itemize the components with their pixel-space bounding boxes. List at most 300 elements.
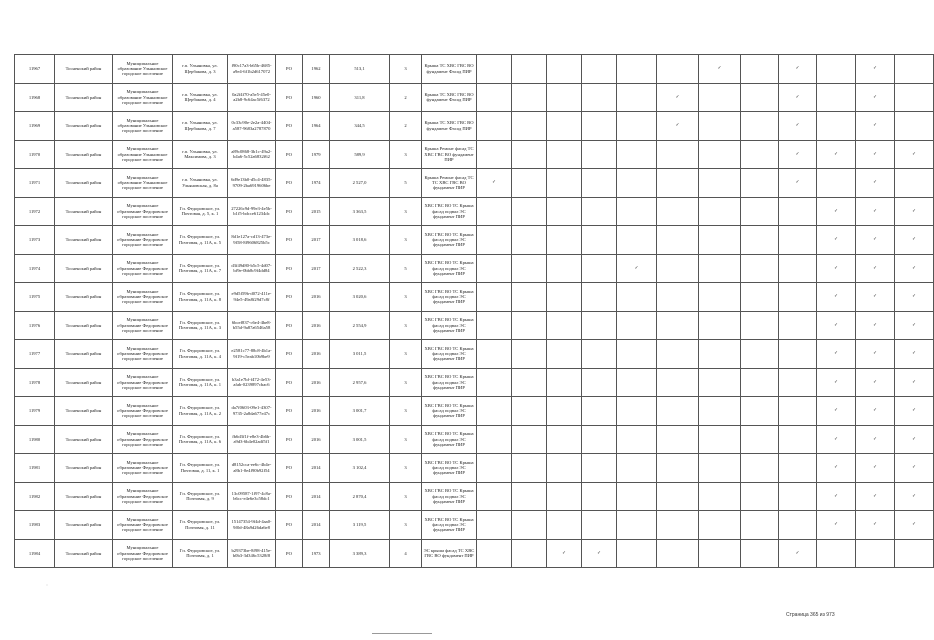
- check-mark-icon: ✓: [492, 180, 496, 186]
- check-cell: [547, 254, 582, 283]
- check-cell: [895, 454, 934, 483]
- address-cell: Гп. Федоровское, ул. Почтовая, д. 9: [173, 482, 228, 511]
- check-mark-icon: ✓: [912, 408, 916, 414]
- type-cell: РО: [276, 112, 303, 141]
- check-mark-icon: ✓: [873, 237, 877, 243]
- check-cell: [477, 482, 512, 511]
- check-cell: [699, 254, 741, 283]
- table-row: [15, 83, 934, 112]
- check-cell: [699, 539, 741, 568]
- floors-cell: 3: [390, 140, 422, 169]
- year-cell: 2014: [303, 482, 330, 511]
- floors-cell: 3: [390, 340, 422, 369]
- check-cell: [699, 83, 741, 112]
- address-cell: Гп. Федоровское, ул. Почтовая, д. 1: [173, 539, 228, 568]
- address-cell: Гп. Федоровское, ул. Почтовая, д. 11А, к. 7: [173, 254, 228, 283]
- check-cell: [699, 397, 741, 426]
- check-mark-icon: ✓: [834, 322, 838, 328]
- area-cell: 3 001,5: [330, 425, 390, 454]
- table-row: [15, 482, 934, 511]
- floors-cell: 3: [390, 226, 422, 255]
- guid-cell: e9d5f59b-d072-411e-94e5-49a8f29d7c8f: [228, 283, 276, 312]
- district-cell: Тосненский район: [55, 368, 113, 397]
- year-cell: 2014: [303, 511, 330, 540]
- check-cell: [856, 112, 895, 141]
- check-cell: [547, 83, 582, 112]
- check-cell: [512, 425, 547, 454]
- check-cell: [477, 197, 512, 226]
- row-number: 11981: [15, 454, 55, 483]
- check-cell: [817, 140, 856, 169]
- check-mark-icon: ✓: [912, 151, 916, 157]
- row-number: 11969: [15, 112, 55, 141]
- check-cell: [657, 539, 699, 568]
- table-row: [15, 140, 934, 169]
- row-number: 11974: [15, 254, 55, 283]
- check-cell: [512, 511, 547, 540]
- municipality-cell: Муниципальное образование Ульяновское городское поселение: [113, 169, 173, 198]
- check-mark-icon: ✓: [795, 550, 800, 556]
- address-cell: г.п. Ульяновка, ул. Щербакова, д. 3: [173, 55, 228, 84]
- check-cell: [699, 340, 741, 369]
- area-cell: 2 957,6: [330, 368, 390, 397]
- year-cell: 1962: [303, 55, 330, 84]
- check-cell: [699, 283, 741, 312]
- address-cell: Гп. Федоровское, ул. Почтовая, д. 11А, к. 4: [173, 340, 228, 369]
- check-cell: [657, 397, 699, 426]
- floors-cell: 5: [390, 169, 422, 198]
- municipality-cell: Муниципальное образование Ульяновское городское поселение: [113, 83, 173, 112]
- municipality-cell: Муниципальное образование Федоровское городское поселение: [113, 340, 173, 369]
- table-row: [15, 55, 934, 84]
- year-cell: 2016: [303, 283, 330, 312]
- check-cell: [657, 112, 699, 141]
- check-mark-icon: ✓: [834, 351, 838, 357]
- check-cell: [856, 254, 895, 283]
- municipality-cell: Муниципальное образование Федоровское городское поселение: [113, 454, 173, 483]
- guid-cell: b29373be-8f98-415e-b0b3-3d346c5328f8: [228, 539, 276, 568]
- table-row: [15, 340, 934, 369]
- check-mark-icon: ✓: [873, 351, 877, 357]
- works-cell: ЭС крыша фасад ТС ХВС ГВС ВО фундамент ПИР: [422, 539, 477, 568]
- check-cell: [582, 283, 617, 312]
- check-mark-icon: ✓: [912, 322, 916, 328]
- year-cell: 1973: [303, 539, 330, 568]
- check-cell: [779, 140, 817, 169]
- check-cell: [817, 226, 856, 255]
- works-cell: ХВС ГВС ВО ТС Крыша фасад подвал ЭС фундамент ПИР: [422, 226, 477, 255]
- check-cell: [817, 311, 856, 340]
- check-mark-icon: ✓: [795, 94, 800, 100]
- check-cell: [547, 397, 582, 426]
- guid-cell: da7f0603-09e1-4307-9735-2a8da677e47c: [228, 397, 276, 426]
- check-cell: [779, 55, 817, 84]
- floors-cell: 2: [390, 83, 422, 112]
- check-cell: [895, 140, 934, 169]
- check-mark-icon: ✓: [873, 322, 877, 328]
- check-cell: [817, 368, 856, 397]
- check-cell: [895, 511, 934, 540]
- check-cell: [512, 340, 547, 369]
- check-cell: [779, 539, 817, 568]
- type-cell: РО: [276, 55, 303, 84]
- check-cell: [741, 368, 779, 397]
- floors-cell: 3: [390, 425, 422, 454]
- row-number: 11980: [15, 425, 55, 454]
- floors-cell: 3: [390, 511, 422, 540]
- check-cell: [895, 397, 934, 426]
- table-row: [15, 311, 934, 340]
- address-cell: г.п. Ульяновка, ул. Щербакова, д. 7: [173, 112, 228, 141]
- check-cell: [817, 112, 856, 141]
- check-cell: [856, 169, 895, 198]
- check-mark-icon: ✓: [873, 94, 877, 100]
- check-cell: [895, 112, 934, 141]
- check-cell: [699, 112, 741, 141]
- check-cell: [741, 169, 779, 198]
- area-cell: 3 102,4: [330, 454, 390, 483]
- check-mark-icon: ✓: [873, 493, 877, 499]
- housing-register-table: [14, 54, 934, 568]
- check-mark-icon: ✓: [873, 465, 877, 471]
- check-cell: [477, 283, 512, 312]
- check-cell: [582, 55, 617, 84]
- area-cell: 3 001,7: [330, 397, 390, 426]
- check-cell: [617, 112, 657, 141]
- check-cell: [817, 254, 856, 283]
- works-cell: Крыша Ремонт фасад ТС ТС ХВС ГВС ВО фундамент ПИР: [422, 169, 477, 198]
- check-cell: [547, 197, 582, 226]
- type-cell: РО: [276, 254, 303, 283]
- guid-cell: 6d9e13b0-d5c4-4835-9709-2ba6919606be: [228, 169, 276, 198]
- check-cell: [856, 197, 895, 226]
- type-cell: РО: [276, 140, 303, 169]
- check-cell: [617, 511, 657, 540]
- check-cell: [477, 311, 512, 340]
- type-cell: РО: [276, 368, 303, 397]
- works-cell: ХВС ГВС ВО ТС Крыша фасад подвал ЭС фундамент ПИР: [422, 425, 477, 454]
- check-mark-icon: ✓: [912, 522, 916, 528]
- register-sheet: [14, 54, 916, 568]
- check-cell: [856, 482, 895, 511]
- district-cell: Тосненский район: [55, 197, 113, 226]
- municipality-cell: Муниципальное образование Ульяновское городское поселение: [113, 140, 173, 169]
- check-cell: [657, 368, 699, 397]
- check-cell: [895, 482, 934, 511]
- check-mark-icon: ✓: [834, 237, 838, 243]
- area-cell: 3 363,5: [330, 197, 390, 226]
- check-cell: [741, 511, 779, 540]
- check-cell: [741, 197, 779, 226]
- check-cell: [856, 454, 895, 483]
- check-mark-icon: ✓: [717, 66, 722, 72]
- check-cell: [512, 397, 547, 426]
- district-cell: Тосненский район: [55, 454, 113, 483]
- district-cell: Тосненский район: [55, 55, 113, 84]
- check-cell: [512, 311, 547, 340]
- check-mark-icon: ✓: [873, 408, 877, 414]
- check-cell: [547, 112, 582, 141]
- check-cell: [741, 226, 779, 255]
- works-cell: ХВС ГВС ВО ТС Крыша фасад подвал ЭС фундамент ПИР: [422, 340, 477, 369]
- check-cell: [779, 425, 817, 454]
- district-cell: Тосненский район: [55, 311, 113, 340]
- area-cell: 344,5: [330, 112, 390, 141]
- check-mark-icon: ✓: [873, 123, 877, 129]
- check-cell: [856, 55, 895, 84]
- check-mark-icon: ✓: [834, 379, 838, 385]
- check-cell: [512, 55, 547, 84]
- guid-cell: 0a2f4f70-a5e5-45e0-a2b8-9c64ac5f6372: [228, 83, 276, 112]
- check-cell: [779, 511, 817, 540]
- table-row: [15, 254, 934, 283]
- check-cell: [741, 140, 779, 169]
- check-cell: [477, 454, 512, 483]
- municipality-cell: Муниципальное образование Федоровское городское поселение: [113, 311, 173, 340]
- check-cell: [817, 197, 856, 226]
- year-cell: 2017: [303, 226, 330, 255]
- table-row: [15, 283, 934, 312]
- check-cell: [657, 140, 699, 169]
- check-cell: [817, 83, 856, 112]
- check-cell: [547, 425, 582, 454]
- check-mark-icon: ✓: [795, 180, 800, 186]
- works-cell: Крыша ТС ХВС ГВС ВО фундамент Фасад ПИР: [422, 83, 477, 112]
- check-mark-icon: ✓: [873, 379, 877, 385]
- check-cell: [547, 482, 582, 511]
- check-mark-icon: ✓: [912, 351, 916, 357]
- row-number: 11972: [15, 197, 55, 226]
- works-cell: Крыша ТС ХВС ГВС ВО фундамент Фасад ПИР: [422, 112, 477, 141]
- address-cell: г.п. Ульяновка, ул. Максимова, д. 3: [173, 140, 228, 169]
- type-cell: РО: [276, 340, 303, 369]
- type-cell: РО: [276, 539, 303, 568]
- address-cell: Гп. Федоровское, ул. Почтовая, д. 11А, к. 3: [173, 311, 228, 340]
- check-mark-icon: ✓: [834, 493, 838, 499]
- area-cell: 3 018,6: [330, 226, 390, 255]
- works-cell: ХВС ГВС ВО ТС Крыша фасад подвал ЭС фундамент ПИР: [422, 397, 477, 426]
- area-cell: 3 119,5: [330, 511, 390, 540]
- municipality-cell: Муниципальное образование Федоровское городское поселение: [113, 197, 173, 226]
- municipality-cell: Муниципальное образование Федоровское городское поселение: [113, 425, 173, 454]
- check-cell: [895, 368, 934, 397]
- works-cell: ХВС ГВС ВО ТС Крыша фасад подвал ЭС фундамент ПИР: [422, 482, 477, 511]
- type-cell: РО: [276, 425, 303, 454]
- check-cell: [657, 511, 699, 540]
- check-cell: [817, 55, 856, 84]
- table-row: [15, 511, 934, 540]
- check-mark-icon: ✓: [795, 66, 800, 72]
- check-cell: [512, 197, 547, 226]
- check-cell: [856, 425, 895, 454]
- address-cell: Гп. Федоровское, ул. Почтовая, д. 11А, к. 1: [173, 368, 228, 397]
- check-cell: [699, 140, 741, 169]
- check-mark-icon: ✓: [834, 408, 838, 414]
- check-mark-icon: ✓: [873, 436, 877, 442]
- year-cell: 1960: [303, 83, 330, 112]
- check-cell: [512, 368, 547, 397]
- check-cell: [512, 482, 547, 511]
- district-cell: Тосненский район: [55, 425, 113, 454]
- check-cell: [895, 83, 934, 112]
- check-cell: [477, 169, 512, 198]
- year-cell: 2016: [303, 425, 330, 454]
- check-cell: [779, 254, 817, 283]
- check-cell: [856, 83, 895, 112]
- check-cell: [856, 283, 895, 312]
- check-mark-icon: ✓: [675, 123, 680, 129]
- area-cell: 513,1: [330, 55, 390, 84]
- year-cell: 1974: [303, 169, 330, 198]
- municipality-cell: Муниципальное образование Федоровское городское поселение: [113, 511, 173, 540]
- check-cell: [779, 169, 817, 198]
- check-cell: [817, 169, 856, 198]
- check-cell: [741, 482, 779, 511]
- check-cell: [779, 397, 817, 426]
- guid-cell: d3f49d80-b5c5-4d07-bf9e-0bb8c9f4dd84: [228, 254, 276, 283]
- row-number: 11971: [15, 169, 55, 198]
- check-cell: [741, 311, 779, 340]
- check-cell: [741, 539, 779, 568]
- row-number: 11982: [15, 482, 55, 511]
- district-cell: Тосненский район: [55, 283, 113, 312]
- check-cell: [547, 283, 582, 312]
- guid-cell: fb6d3f1f-e8e3-4b6b-a9d3-6b4e02adf5f1: [228, 425, 276, 454]
- check-cell: [582, 140, 617, 169]
- check-cell: [817, 511, 856, 540]
- register-body: [15, 55, 934, 568]
- floors-cell: 3: [390, 397, 422, 426]
- check-cell: [477, 511, 512, 540]
- check-mark-icon: ✓: [873, 294, 877, 300]
- check-cell: [617, 368, 657, 397]
- row-number: 11977: [15, 340, 55, 369]
- check-cell: [512, 283, 547, 312]
- check-cell: [547, 169, 582, 198]
- floors-cell: 5: [390, 254, 422, 283]
- check-cell: [617, 169, 657, 198]
- table-row: [15, 197, 934, 226]
- check-cell: [617, 226, 657, 255]
- check-cell: [617, 254, 657, 283]
- check-cell: [582, 425, 617, 454]
- check-mark-icon: ✓: [675, 94, 680, 100]
- district-cell: Тосненский район: [55, 112, 113, 141]
- bottom-rule: [372, 633, 432, 634]
- table-row: [15, 539, 934, 568]
- check-cell: [741, 340, 779, 369]
- table-row: [15, 112, 934, 141]
- check-cell: [699, 169, 741, 198]
- type-cell: РО: [276, 226, 303, 255]
- row-number: 11968: [15, 83, 55, 112]
- check-cell: [617, 83, 657, 112]
- check-cell: [582, 482, 617, 511]
- check-cell: [895, 226, 934, 255]
- check-mark-icon: ✓: [873, 522, 877, 528]
- check-mark-icon: ✓: [834, 208, 838, 214]
- check-cell: [477, 254, 512, 283]
- type-cell: РО: [276, 397, 303, 426]
- check-mark-icon: ✓: [834, 151, 838, 157]
- check-cell: [856, 226, 895, 255]
- floors-cell: 4: [390, 539, 422, 568]
- district-cell: Тосненский район: [55, 340, 113, 369]
- check-cell: [657, 283, 699, 312]
- guid-cell: d8152cca-ee6c-4b4e-a8b1-0e4f90b92f54: [228, 454, 276, 483]
- check-cell: [699, 311, 741, 340]
- check-cell: [477, 83, 512, 112]
- check-cell: [582, 254, 617, 283]
- guid-cell: 27226c9d-99e3-4e5b-b1f5-bdcce61234dc: [228, 197, 276, 226]
- check-cell: [477, 539, 512, 568]
- check-cell: [657, 226, 699, 255]
- floors-cell: 3: [390, 454, 422, 483]
- row-number: 11984: [15, 539, 55, 568]
- year-cell: 2016: [303, 397, 330, 426]
- check-cell: [699, 197, 741, 226]
- address-cell: Гп. Федоровское, ул. Почтовая, д. 11А, к. 8: [173, 283, 228, 312]
- check-cell: [741, 55, 779, 84]
- check-cell: [547, 226, 582, 255]
- check-cell: [547, 368, 582, 397]
- check-cell: [657, 311, 699, 340]
- year-cell: 2016: [303, 368, 330, 397]
- area-cell: 589,9: [330, 140, 390, 169]
- check-cell: [779, 226, 817, 255]
- address-cell: Гп. Федоровское, ул. Почтовая, д. 5, к. 1: [173, 197, 228, 226]
- guid-cell: b3a1e7bf-f472-4e53-afab-0239897cbac6: [228, 368, 276, 397]
- check-mark-icon: ✓: [834, 265, 838, 271]
- check-cell: [699, 55, 741, 84]
- floors-cell: 3: [390, 482, 422, 511]
- type-cell: РО: [276, 482, 303, 511]
- type-cell: РО: [276, 197, 303, 226]
- check-cell: [895, 254, 934, 283]
- check-cell: [617, 311, 657, 340]
- check-mark-icon: ✓: [562, 550, 566, 556]
- area-cell: 2 870,4: [330, 482, 390, 511]
- district-cell: Тосненский район: [55, 83, 113, 112]
- check-cell: [895, 425, 934, 454]
- year-cell: 2015: [303, 197, 330, 226]
- floors-cell: 3: [390, 55, 422, 84]
- check-cell: [512, 169, 547, 198]
- check-cell: [547, 140, 582, 169]
- municipality-cell: Муниципальное образование Федоровское городское поселение: [113, 397, 173, 426]
- check-mark-icon: ✓: [597, 550, 601, 556]
- check-cell: [477, 397, 512, 426]
- row-number: 11979: [15, 397, 55, 426]
- works-cell: ХВС ГВС ВО ТС Крыша фасад подвал ЭС фундамент ПИР: [422, 283, 477, 312]
- check-cell: [699, 511, 741, 540]
- row-number: 11978: [15, 368, 55, 397]
- guid-cell: 8d1e127a-cd13-473e-9f58-8f9606825b5c: [228, 226, 276, 255]
- check-cell: [477, 55, 512, 84]
- check-mark-icon: ✓: [834, 522, 838, 528]
- address-cell: Гп. Федоровское, ул. Почтовая, д. 11: [173, 511, 228, 540]
- address-cell: Гп. Федоровское, ул. Почтовая, д. 11А, к. 5: [173, 226, 228, 255]
- check-mark-icon: ✓: [912, 493, 916, 499]
- check-cell: [856, 140, 895, 169]
- municipality-cell: Муниципальное образование Ульяновское городское поселение: [113, 112, 173, 141]
- check-cell: [582, 112, 617, 141]
- works-cell: ХВС ГВС ВО ТС Крыша фасад подвал ЭС фундамент ПИР: [422, 368, 477, 397]
- row-number: 11975: [15, 283, 55, 312]
- check-cell: [477, 425, 512, 454]
- district-cell: Тосненский район: [55, 169, 113, 198]
- guid-cell: 15147354-9f4d-4aa0-9f0d-48a9d26da6e8: [228, 511, 276, 540]
